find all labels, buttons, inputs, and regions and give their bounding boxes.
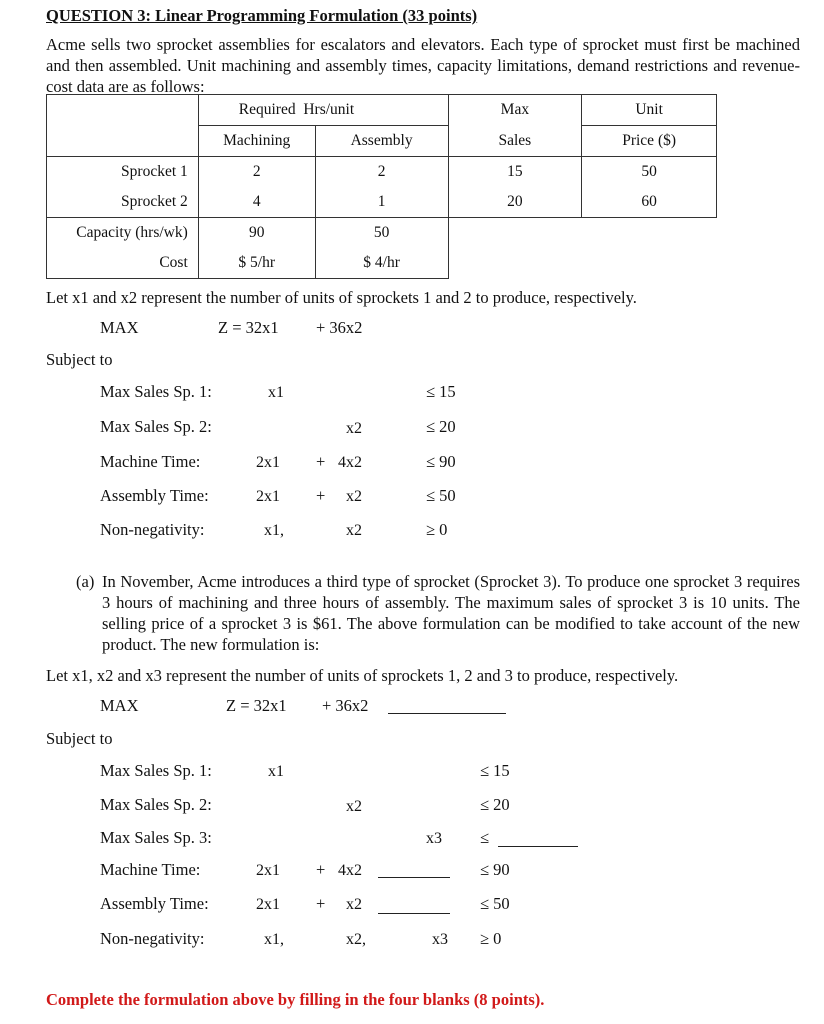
constraint-rhs: ≤ 90 xyxy=(426,452,456,471)
header-machining: Machining xyxy=(198,126,315,157)
table-row xyxy=(47,157,717,188)
intro-paragraph: Acme sells two sprocket assemblies for escalators and elevators. Each type of sprocket must first be machined and then assembled. Unit machining and assembly times, capacity limitations, demand restrictions and revenue-cost data are as follows: xyxy=(46,35,800,96)
header-required: Required xyxy=(238,101,296,118)
instruction-text: Complete the formulation above by filling in the four blanks (8 points). xyxy=(46,990,545,1009)
term-x2: x2 xyxy=(346,488,362,505)
cell-assembly: 2 xyxy=(315,157,448,188)
let-statement-2: Let x1, x2 and x3 represent the number of units of sprockets 1, 2 and 3 to produce, respectively. xyxy=(46,666,679,685)
constraint-rhs: ≥ 0 xyxy=(480,929,502,948)
cell-price: 50 xyxy=(582,157,717,188)
term-x2: x2 xyxy=(346,896,362,913)
constraint-rhs: ≤ 50 xyxy=(426,486,456,505)
term-x2: x2, xyxy=(346,931,366,948)
cell-sales: 20 xyxy=(448,187,582,218)
row-label: Sprocket 2 xyxy=(47,187,199,218)
cell-assembly: $ 4/hr xyxy=(315,248,448,279)
term-x3: x3 xyxy=(432,931,448,948)
term-x1: 2x1 xyxy=(256,896,280,913)
term-x1: x1, xyxy=(264,522,284,539)
cell-machining: $ 5/hr xyxy=(198,248,315,279)
term-x1: 2x1 xyxy=(256,488,280,505)
row-label: Capacity (hrs/wk) xyxy=(47,218,199,249)
constraint-rhs: ≤ xyxy=(480,828,490,847)
term-x2: x2 xyxy=(346,522,362,539)
subject-to-2: Subject to xyxy=(46,729,113,748)
plus-operator: + xyxy=(316,452,326,471)
plus-operator: + xyxy=(316,486,326,505)
header-sales: Sales xyxy=(448,126,582,157)
cell-price: 60 xyxy=(582,187,717,218)
term-x2: 4x2 xyxy=(338,862,362,879)
table-header-row-1 xyxy=(47,95,717,126)
blank-machine-x3[interactable] xyxy=(378,877,450,878)
constraint-name: Non-negativity: xyxy=(100,929,205,948)
constraint-rhs: ≤ 20 xyxy=(426,417,456,436)
objective-function-1: Z = 32x1 xyxy=(218,318,279,337)
cell-assembly: 1 xyxy=(315,187,448,218)
term-x1: 2x1 xyxy=(256,862,280,879)
max-label-2: MAX xyxy=(100,696,139,715)
part-a-label: (a) xyxy=(76,572,95,591)
constraint-name: Max Sales Sp. 2: xyxy=(100,795,212,814)
cell-machining: 2 xyxy=(198,157,315,188)
constraint-name: Max Sales Sp. 1: xyxy=(100,761,212,780)
plus-operator: + xyxy=(316,894,326,913)
objective-term-x2-1: + 36x2 xyxy=(316,318,363,337)
constraint-name: Non-negativity: xyxy=(100,520,205,539)
objective-term-x2-2: + 36x2 xyxy=(322,696,369,715)
blank-objective-x3[interactable] xyxy=(388,713,506,714)
constraint-rhs: ≤ 90 xyxy=(480,860,510,879)
cell-assembly: 50 xyxy=(315,218,448,249)
table-row-cost xyxy=(47,248,717,279)
constraint-rhs: ≥ 0 xyxy=(426,520,448,539)
term-x2: 4x2 xyxy=(338,454,362,471)
subject-to-1: Subject to xyxy=(46,350,113,369)
header-max: Max xyxy=(448,95,582,126)
plus-operator: + xyxy=(316,860,326,879)
row-label: Cost xyxy=(47,248,199,279)
max-label-1: MAX xyxy=(100,318,139,337)
part-a-paragraph xyxy=(76,571,800,655)
constraint-name: Assembly Time: xyxy=(100,486,209,505)
term-x1: 2x1 xyxy=(256,454,280,471)
question-title: QUESTION 3: Linear Programming Formulation (33 points) xyxy=(46,6,478,25)
constraint-rhs: ≤ 50 xyxy=(480,894,510,913)
constraint-name: Machine Time: xyxy=(100,860,201,879)
row-label: Sprocket 1 xyxy=(47,157,199,188)
table-row xyxy=(47,187,717,218)
table-row-capacity xyxy=(47,218,717,249)
cell-machining: 4 xyxy=(198,187,315,218)
constraint-name: Max Sales Sp. 1: xyxy=(100,382,212,401)
header-price: Price ($) xyxy=(582,126,717,157)
term-x1: x1 xyxy=(268,763,284,780)
blank-assembly-x3[interactable] xyxy=(378,913,450,914)
constraint-name: Assembly Time: xyxy=(100,894,209,913)
term-x3: x3 xyxy=(426,830,442,847)
header-assembly: Assembly xyxy=(315,126,448,157)
constraint-name: Max Sales Sp. 2: xyxy=(100,417,212,436)
cell-machining: 90 xyxy=(198,218,315,249)
header-unit: Unit xyxy=(582,95,717,126)
constraint-name: Machine Time: xyxy=(100,452,201,471)
cell-sales: 15 xyxy=(448,157,582,188)
header-hrs-unit: Hrs/unit xyxy=(303,101,355,118)
table-header-row-2 xyxy=(47,126,717,157)
term-x2: x2 xyxy=(346,798,362,815)
term-x1: x1 xyxy=(268,384,284,401)
let-statement-1: Let x1 and x2 represent the number of units of sprockets 1 and 2 to produce, respectively. xyxy=(46,288,637,307)
blank-max-sales-sp3[interactable] xyxy=(498,846,578,847)
term-x2: x2 xyxy=(346,420,362,437)
constraint-name: Max Sales Sp. 3: xyxy=(100,828,212,847)
constraint-rhs: ≤ 15 xyxy=(480,761,510,780)
term-x1: x1, xyxy=(264,931,284,948)
data-table xyxy=(46,94,717,279)
part-a-text: In November, Acme introduces a third type of sprocket (Sprocket 3). To produce one sprocket 3 requires 3 hours of machining and three hours of assembly. The maximum sales of sprocket 3 is 10 units. The selling price of a sprocket 3 is $61. The above formulation can be modified to take account of the new product. The new formulation is: xyxy=(102,572,800,654)
objective-function-2: Z = 32x1 xyxy=(226,696,287,715)
constraint-rhs: ≤ 20 xyxy=(480,795,510,814)
constraint-rhs: ≤ 15 xyxy=(426,382,456,401)
